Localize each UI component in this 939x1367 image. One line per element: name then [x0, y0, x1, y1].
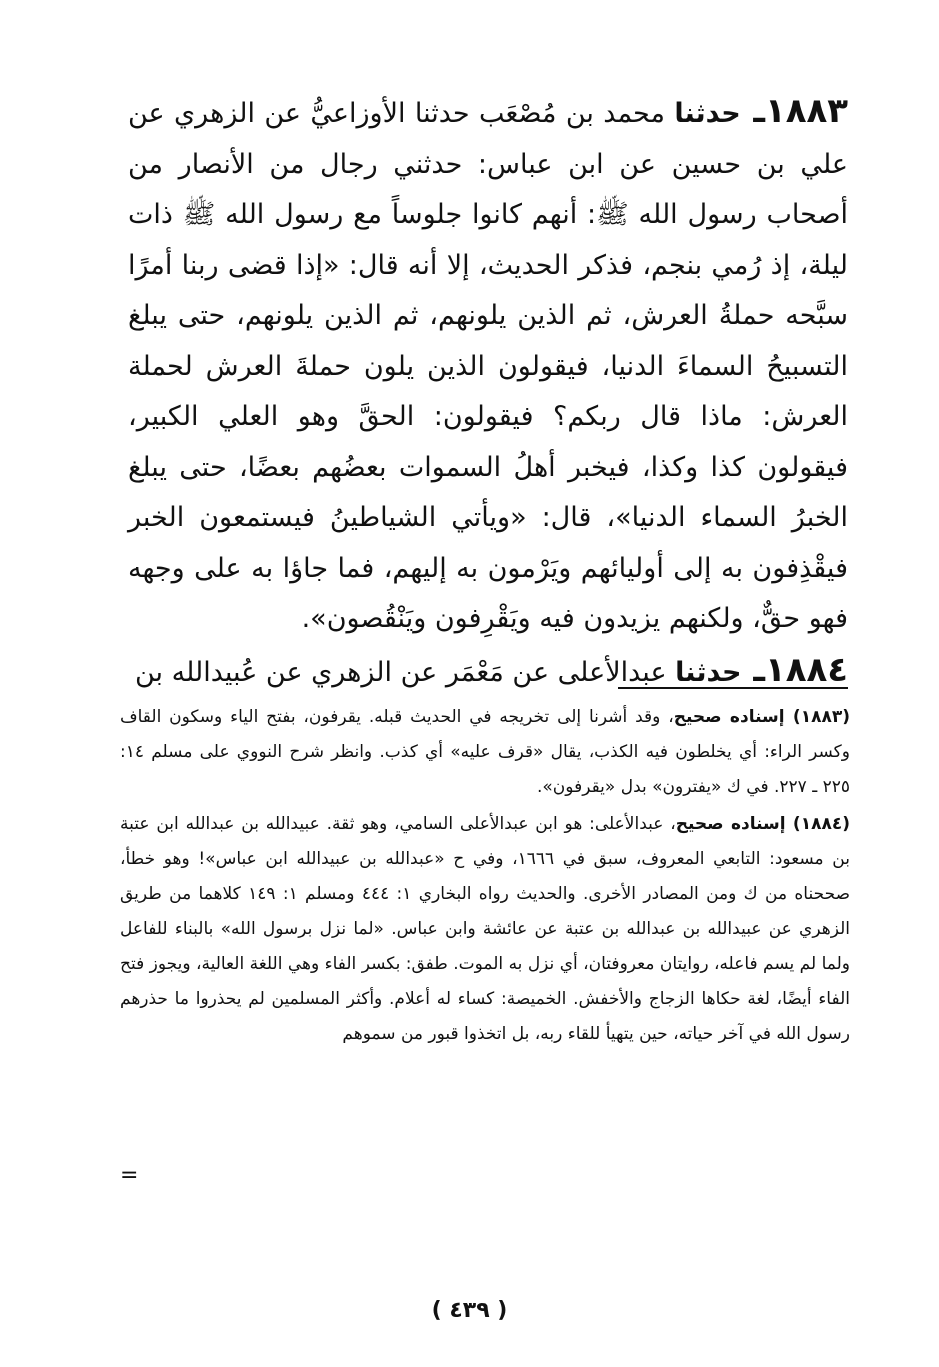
hadith-1883	[128, 86, 848, 645]
hadith-1884	[128, 645, 848, 699]
footnote-label: (١٨٨٤) إسناده صحيح	[675, 814, 851, 834]
hadith-number: ١٨٨٣	[764, 91, 848, 131]
footnote-text: ، عبدالأعلى: هو ابن عبدالأعلى السامي، وهو ثقة. عبيدالله بن عبدالله ابن عتبة بن مسعود: التابعي المعروف، سبق في ١٦٦٦، وفي ح «عبدالله بن عبيدالله ابن عباس»! وهو خطأ، صححناه من ك ومن المصادر الأخرى. والحديث رواه البخاري ١: ٤٤٤ ومسلم ١: ١٤٩ كلاهما من طريق الزهري عن عبيدالله بن عبدالله بن عتبة عن عائشة وابن عباس. «لما نزل برسول الله» بالبناء للفاعل ولما لم يسم فاعله، روايتان معروفتان، أي نزل به الموت. طفق: بكسر الفاء وهي اللغة العالية، ويجوز فتح الفاء أيضًا، لغة حكاها الزجاج والأخفش. الخميصة: كساء له أعلام. وأكثر المسلمين لم يحذروا ما حذرهم رسول الله في آخر حياته، حين يتهيأ للقاء ربه، بل اتخذوا قبور من سموهم	[120, 814, 851, 1044]
footnote-separator	[618, 687, 848, 689]
footnote-1883	[120, 700, 850, 805]
footnote-label: (١٨٨٣) إسناده صحيح	[673, 707, 850, 727]
hadith-number: ١٨٨٤	[764, 649, 848, 690]
page-number: ( ٤٣٩ )	[431, 1298, 508, 1323]
footnotes	[120, 700, 850, 1054]
hadith-dash: ـ	[741, 649, 765, 690]
footnote-1884	[120, 807, 850, 1052]
hadith-dash: ـ	[740, 91, 765, 131]
hadith-keyword: حدثنا	[674, 98, 741, 129]
hadith-text: عبدالأعلى عن مَعْمَر عن الزهري عن عُبيدالله بن	[134, 656, 676, 688]
hadith-keyword: حدثنا	[675, 656, 742, 688]
hadith-text: محمد بن مُصْعَب حدثنا الأوزاعيُّ عن الزهري عن علي بن حسين عن ابن عباس: حدثني رجال من الأنصار من أصحاب رسول الله ﷺ: أنهم كانوا جلوساً مع رسول الله ﷺ ذات ليلة، إذ رُمي بنجم، فذكر الحديث، إلا أنه قال: «إذا قضى ربنا أمرًا سبَّحه حملةُ العرش، ثم الذين يلونهم، ثم الذين يلونهم، حتى يبلغ التسبيحُ السماءَ الدنيا، فيقولون الذين يلون حملةَ العرش لحملة العرش: ماذا قال ربكم؟ فيقولون: الحقَّ وهو العلي الكبير، فيقولون كذا وكذا، فيخبر أهلُ السموات بعضُهم بعضًا، حتى يبلغ الخبرُ السماء الدنيا»، قال: «ويأتي الشياطينُ فيستمعون الخبر فيقْذِفون به إلى أوليائهم ويَرْمون به إليهم، فما جاؤا به على وجهه فهو حقٌّ، ولكنهم يزيدون فيه ويَقْرِفون ويَنْقُصون».	[128, 98, 848, 634]
main-text	[128, 86, 848, 698]
continuation-mark: =	[120, 1163, 139, 1188]
footnote-text: ، وقد أشرنا إلى تخريجه في الحديث قبله. يقرفون، بفتح الياء وسكون القاف وكسر الراء: أي يخلطون فيه الكذب، يقال «قرف عليه» أي كذب. وانظر شرح النووي على مسلم ١٤: ٢٢٥ ـ ٢٢٧. في ك «يفترون» بدل «يقرفون».	[120, 707, 850, 797]
